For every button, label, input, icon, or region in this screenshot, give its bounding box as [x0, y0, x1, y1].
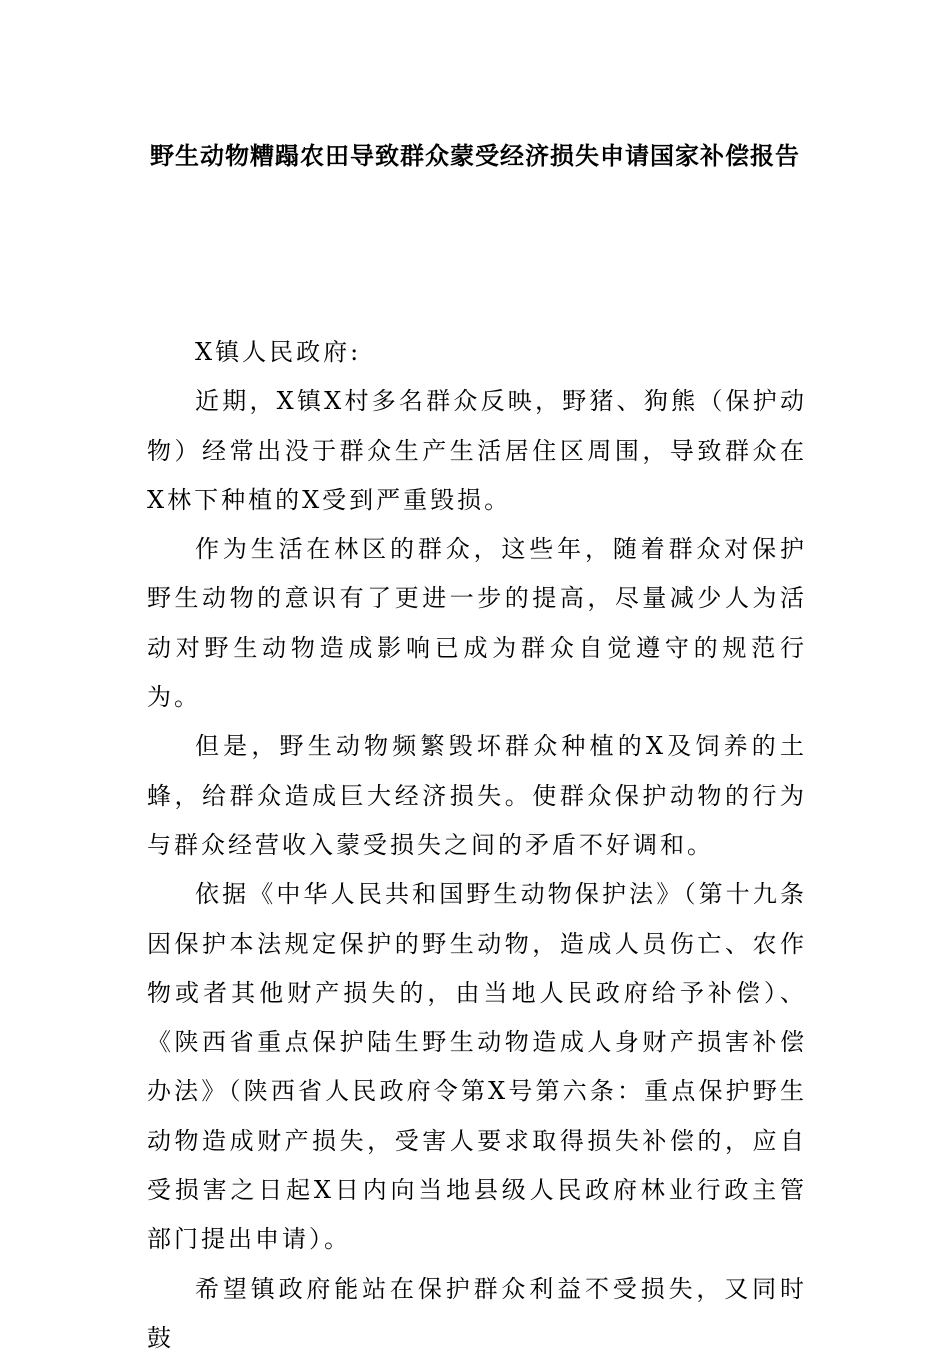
document-title: 野生动物糟蹋农田导致群众蒙受经济损失申请国家补偿报告 — [150, 142, 800, 170]
paragraph-1: 近期，X镇X村多名群众反映，野猪、狗熊（保护动物）经常出没于群众生产生活居住区周围，导致群众在X林下种植的X受到严重毁损。 — [147, 387, 807, 514]
paragraph-4: 依据《中华人民共和国野生动物保护法》（第十九条因保护本法规定保护的野生动物，造成人员伤亡、农作物或者其他财产损失的，由当地人民政府给予补偿）、《陕西省重点保护陆生野生动物造成人身财产损害补偿办法》（陕西省人民政府令第X号第六条：重点保护野生动物造成财产损失，受害人要求取得损失补偿的，应自受损害之日起X日内向当地县级人民政府林业行政主管部门提出申请）。 — [147, 880, 807, 1254]
salutation: X镇人民政府: — [195, 338, 362, 366]
document-body — [147, 328, 807, 1363]
paragraph-2: 作为生活在林区的群众，这些年，随着群众对保护野生动物的意识有了更进一步的提高，尽量减少人为活动对野生动物造成影响已成为群众自觉遵守的规范行为。 — [147, 535, 807, 712]
paragraph-5: 希望镇政府能站在保护群众利益不受损失，又同时鼓 — [147, 1274, 807, 1352]
paragraph-3: 但是，野生动物频繁毁坏群众种植的X及饲养的土蜂，给群众造成巨大经济损失。使群众保护动物的行为与群众经营收入蒙受损失之间的矛盾不好调和。 — [147, 732, 807, 859]
